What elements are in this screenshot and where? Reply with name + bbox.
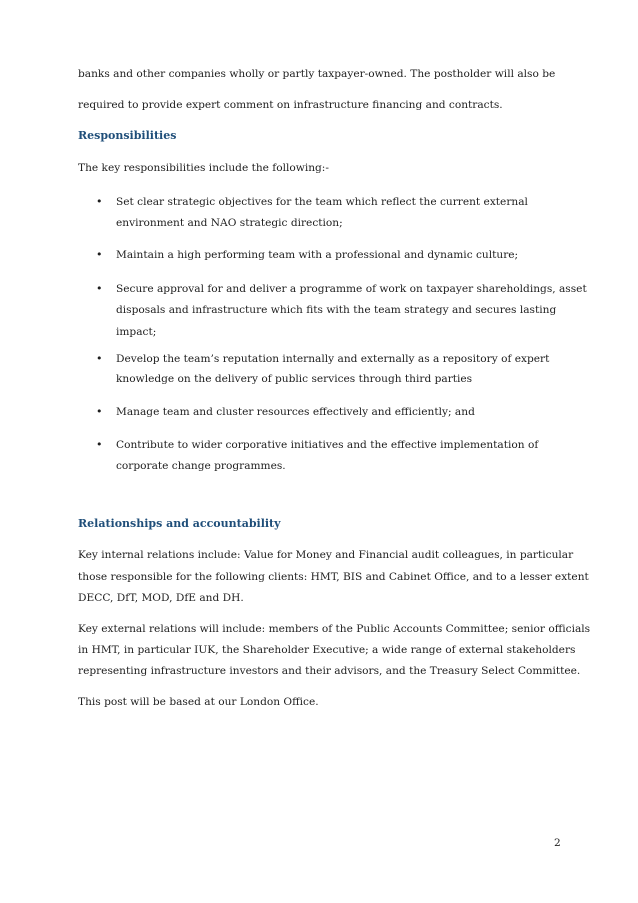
bullet-marker: • — [96, 352, 103, 365]
internal-relations-line-1: Key internal relations include: Value for Money and Financial audit colleagues, in particular — [78, 549, 574, 561]
internal-relations-line-3: DECC, DfT, MOD, DfE and DH. — [78, 592, 244, 604]
responsibilities-heading: Responsibilities — [78, 129, 177, 142]
page-number: 2 — [554, 837, 561, 849]
external-relations-line-1: Key external relations will include: members of the Public Accounts Committee; senior officials — [78, 623, 591, 635]
bullet-2-line-1: Maintain a high performing team with a professional and dynamic culture; — [116, 249, 519, 261]
bullet-5-line-1: Manage team and cluster resources effectively and efficiently; and — [116, 406, 475, 418]
bullet-marker: • — [96, 195, 103, 208]
external-relations-line-3: representing infrastructure investors and their advisors, and the Treasury Select Committee. — [78, 665, 581, 677]
bullet-marker: • — [96, 248, 103, 261]
bullet-3-line-3: impact; — [116, 326, 157, 338]
responsibilities-lead: The key responsibilities include the following:- — [78, 162, 329, 174]
bullet-marker: • — [96, 438, 103, 451]
intro-line-1: banks and other companies wholly or partly taxpayer-owned. The postholder will also be — [78, 68, 556, 80]
bullet-3-line-1: Secure approval for and deliver a programme of work on taxpayer shareholdings, asset — [116, 283, 587, 295]
external-relations-line-2: in HMT, in particular IUK, the Shareholder Executive; a wide range of external stakeholders — [78, 644, 576, 656]
bullet-3-line-2: disposals and infrastructure which fits with the team strategy and secures lasting — [116, 304, 557, 316]
bullet-4-line-2: knowledge on the delivery of public services through third parties — [116, 373, 473, 385]
office-location: This post will be based at our London Office. — [78, 696, 319, 708]
bullet-4-line-1: Develop the team’s reputation internally and externally as a repository of expert — [116, 353, 550, 365]
relationships-heading: Relationships and accountability — [78, 517, 281, 530]
intro-line-2: required to provide expert comment on infrastructure financing and contracts. — [78, 99, 503, 111]
bullet-marker: • — [96, 282, 103, 295]
bullet-marker: • — [96, 405, 103, 418]
internal-relations-line-2: those responsible for the following clients: HMT, BIS and Cabinet Office, and to a lesser extent — [78, 571, 589, 583]
bullet-6-line-2: corporate change programmes. — [116, 460, 286, 472]
bullet-1-line-1: Set clear strategic objectives for the team which reflect the current external — [116, 196, 528, 208]
bullet-1-line-2: environment and NAO strategic direction; — [116, 217, 343, 229]
bullet-6-line-1: Contribute to wider corporative initiatives and the effective implementation of — [116, 439, 539, 451]
